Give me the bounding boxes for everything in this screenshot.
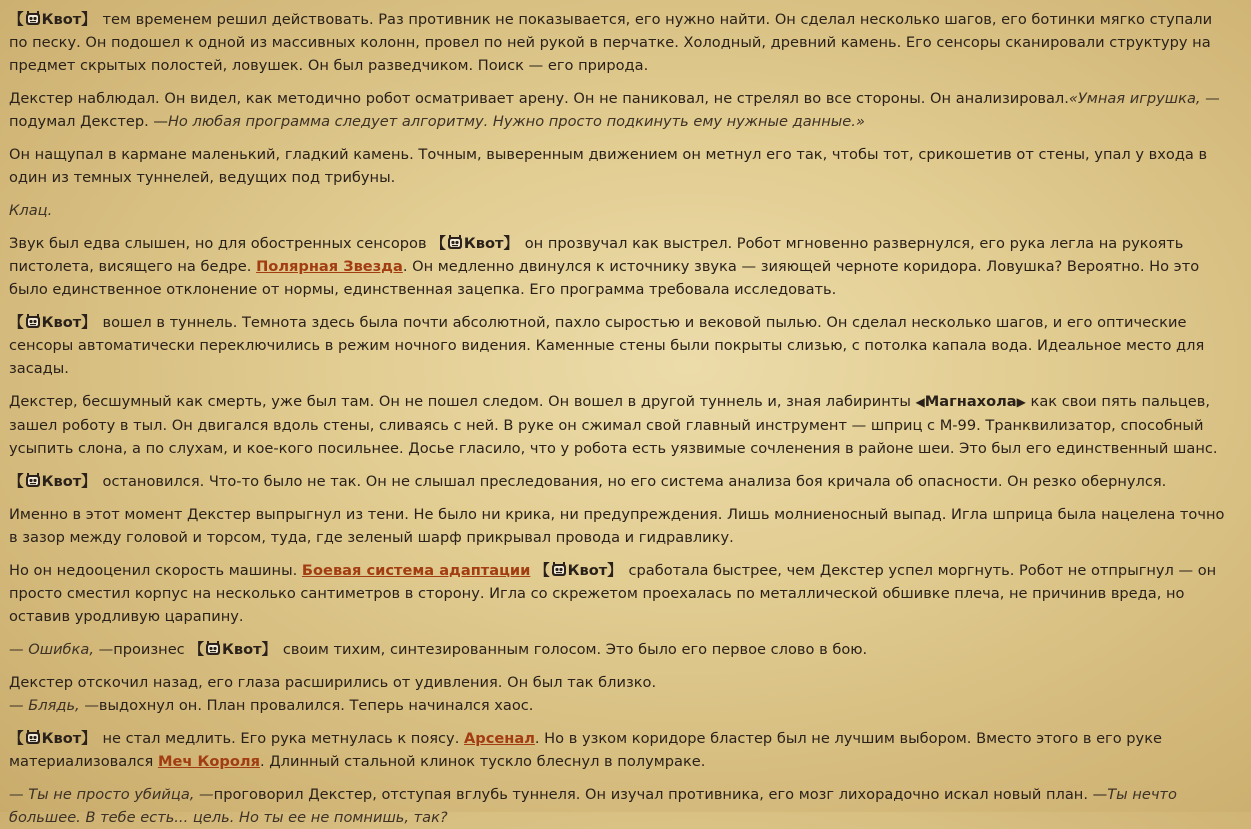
character-tag-kvot[interactable]: 【 Квот】 <box>9 730 96 747</box>
link-combat-adaptation[interactable]: Боевая система адаптации <box>301 562 531 579</box>
character-tag-kvot[interactable]: 【 Квот】 <box>9 314 96 331</box>
paragraph-2: Декстер наблюдал. Он видел, как методично робот осматривает арену. Он не паниковал, не стрелял во все стороны. Он анализировал.«Умная игрушка, — подумал Декстер. —Но любая программа следует алгоритму. Нужно просто подкинуть ему нужные данные.» <box>9 90 1220 130</box>
paragraph-14: — Ты не просто убийца, —проговорил Декстер, отступая вглубь туннеля. Он изучал противника, его мозг лихорадочно искал новый план. —Ты нечто большее. В тебе есть... цель. Но ты ее не помнишь, так? <box>9 786 1177 826</box>
robot-mask-icon <box>25 314 41 329</box>
link-polar-star[interactable]: Полярная Звезда <box>256 258 403 275</box>
paragraph-12: Декстер отскочил назад, его глаза расширились от удивления. Он был так близко. — Блядь, —выдохнул он. План провалился. Теперь начинался хаос. <box>9 674 657 714</box>
robot-mask-icon <box>25 11 41 26</box>
paragraph-6: 【 Квот】 вошел в туннель. Темнота здесь была почти абсолютной, пахло сыростью и вековой пылью. Он сделал несколько шагов, и его оптические сенсоры автоматически переключились в режим ночного видения. Каменные стены были покрыты слизью, с потолка капала вода. Идеальное место для засады. <box>9 314 1205 377</box>
paragraph-1: 【 Квот】 тем временем решил действовать. Раз противник не показывается, его нужно найти. Он сделал несколько шагов, его ботинки мягко ступали по песку. Он подошел к одной из массивных колонн, провел по ней рукой в перчатке. Холодный, древний камень. Его сенсоры сканировали структуру на предмет скрытых полостей, ловушек. Он был разведчиком. Поиск — его природа. <box>9 11 1213 74</box>
character-tag-kvot[interactable]: 【 Квот】 <box>9 473 96 490</box>
robot-mask-icon <box>25 473 41 488</box>
character-tag-kvot[interactable]: 【 Квот】 <box>535 562 622 579</box>
paragraph-11: — Ошибка, —произнес 【 Квот】 своим тихим, синтезированным голосом. Это было его первое слово в бою. <box>9 641 868 658</box>
link-arsenal[interactable]: Арсенал <box>463 730 535 747</box>
location-tag-magnahola[interactable]: ◀Магнахола▶ <box>915 393 1026 410</box>
paragraph-10: Но он недооценил скорость машины. Боевая система адаптации 【 Квот】 сработала быстрее, чем Декстер успел моргнуть. Робот не отпрыгнул — он просто сместил корпус на несколько сантиметров в сторону. Игла со скрежетом проехалась по металлической обшивке плеча, не причинив вреда, но оставив уродливую царапину. <box>9 562 1217 625</box>
robot-mask-icon <box>551 562 567 577</box>
paragraph-9: Именно в этот момент Декстер выпрыгнул из тени. Не было ни крика, ни предупреждения. Лишь молниеносный выпад. Игла шприца была нацелена точно в зазор между головой и торсом, туда, где зеленый шарф прикрывал провода и гидравлику. <box>9 506 1225 546</box>
paragraph-7: Декстер, бесшумный как смерть, уже был там. Он не пошел следом. Он вошел в другой туннель и, зная лабиринты ◀Магнахола▶ как свои пять пальцев, зашел роботу в тыл. Он двигался вдоль стены, сливаясь с ней. В руке он сжимал свой главный инструмент — шприц с М-99. Транквилизатор, способный усыпить слона, а по слухам, и кое-кого посильнее. Досье гласило, что у робота есть уязвимые сочленения в районе шеи. Это был его единственный шанс. <box>9 393 1218 457</box>
robot-mask-icon <box>447 235 463 250</box>
robot-mask-icon <box>25 730 41 745</box>
character-tag-kvot[interactable]: 【 Квот】 <box>189 641 277 658</box>
paragraph-13: 【 Квот】 не стал медлить. Его рука метнулась к поясу. Арсенал. Но в узком коридоре бластер был не лучшим выбором. Вместо этого в его руке материализовался Меч Короля. Длинный стальной клинок тускло блеснул в полумраке. <box>9 730 1162 770</box>
robot-mask-icon <box>205 641 221 656</box>
paragraph-3: Он нащупал в кармане маленький, гладкий камень. Точным, выверенным движением он метнул его так, чтобы тот, срикошетив от стены, упал у входа в один из темных туннелей, ведущих под трибуны. <box>9 146 1208 186</box>
paragraph-8: 【 Квот】 остановился. Что-то было не так. Он не слышал преследования, но его система анализа боя кричала об опасности. Он резко обернулся. <box>9 473 1167 490</box>
paragraph-5: Звук был едва слышен, но для обостренных сенсоров 【 Квот】 он прозвучал как выстрел. Робот мгновенно развернулся, его рука легла на рукоять пистолета, висящего на бедре. Полярная Звезда. Он медленно двинулся к источнику звука — зияющей черноте коридора. Ловушка? Вероятно. Но это было единственное отклонение от нормы, единственная зацепка. Его программа требовала исследовать. <box>9 235 1200 298</box>
character-tag-kvot[interactable]: 【 Квот】 <box>9 11 96 28</box>
link-kings-sword[interactable]: Меч Короля <box>157 753 260 770</box>
character-tag-kvot[interactable]: 【 Квот】 <box>431 235 519 252</box>
paragraph-4: Клац. <box>9 202 53 219</box>
